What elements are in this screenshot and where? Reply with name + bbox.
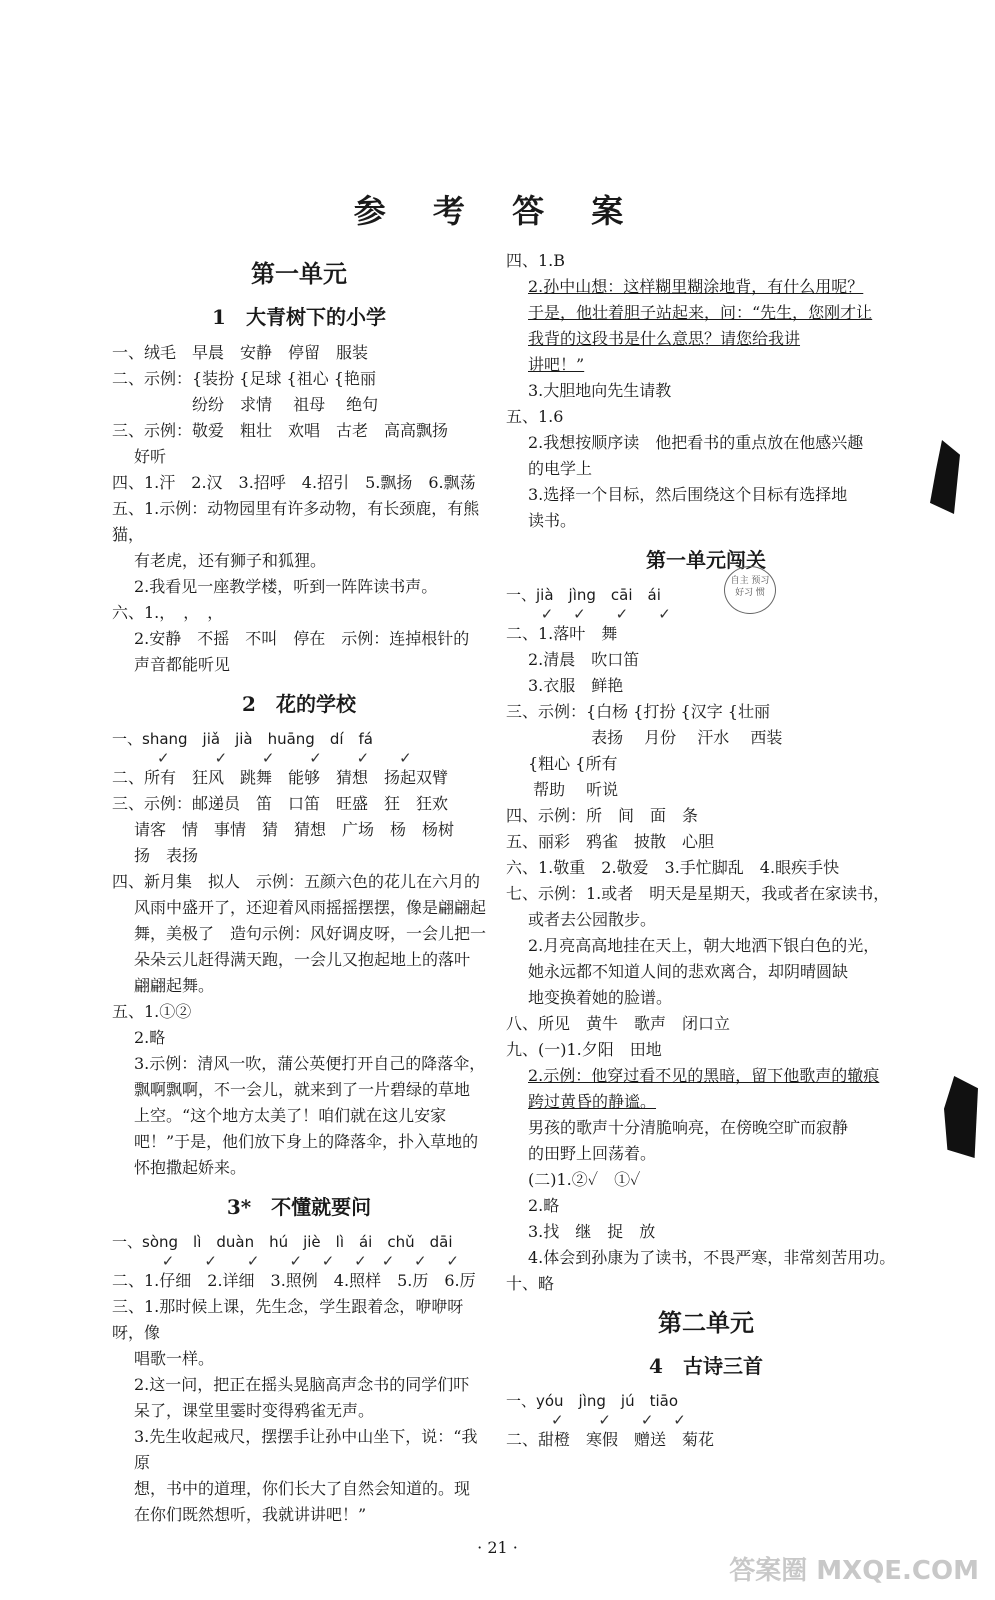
answer-line: 三、示例：邮递员 笛 口笛 旺盛 狂 狂欢 — [112, 794, 449, 813]
page-title: 参 考 答 案 — [353, 192, 642, 230]
answer-line: 五、1.6 — [506, 407, 564, 426]
answer-line: 想，书中的道理，你们长大了自然会知道的。现 — [134, 1479, 471, 1498]
answer-line: 4.体会到孙康为了读书，不畏严寒，非常刻苦用功。 — [528, 1248, 896, 1267]
answer-line: 男孩的歌声十分清脆响亮，在傍晚空旷而寂静 — [528, 1118, 849, 1137]
answer-line: 二、1.仔细 2.详细 3.照例 4.照样 5.历 6.厉 — [112, 1271, 476, 1290]
unit-heading: 第一单元 — [251, 259, 347, 288]
answer-line: 五、1.示例：动物园里有许多动物，有长颈鹿，有熊猫， — [112, 499, 480, 544]
answer-line: 二、所有 狂风 跳舞 能够 猜想 扬起双臂 — [112, 768, 449, 787]
answer-line: 帮助 听说 — [528, 780, 619, 799]
answer-line: 2.我看见一座教学楼，听到一阵阵读书声。 — [134, 577, 438, 596]
answer-line: 的电学上 — [528, 459, 593, 478]
answer-line: 三、示例：{白杨 {打扮 {汉字 {壮丽 — [506, 702, 770, 721]
answer-line: 我背的这段书是什么意思？请您给我讲 — [528, 329, 801, 348]
answer-line: 六、1.敬重 2.敬爱 3.手忙脚乱 4.眼疾手快 — [506, 858, 840, 877]
ink-blot-icon — [944, 1076, 978, 1158]
answer-line: 3.先生收起戒尺，摆摆手让孙中山坐下，说：“我原 — [134, 1427, 478, 1472]
answer-line: 九、(一)1.夕阳 田地 — [506, 1040, 662, 1059]
answer-line: 唱歌一样。 — [134, 1349, 215, 1368]
answer-line: 呆了，课堂里霎时变得鸦雀无声。 — [134, 1401, 375, 1420]
answer-line: {粗心 {所有 — [528, 754, 618, 773]
answer-line: 四、示例：所 间 面 条 — [506, 806, 699, 825]
lesson-heading: 1 大青树下的小学 — [212, 305, 386, 329]
answer-line: 2.我想按顺序读 他把看书的重点放在他感兴趣 — [528, 433, 864, 452]
pinyin-row: 一、sòng lì duàn hú jiè lì ái chǔ dāi — [112, 1233, 453, 1251]
pinyin-row: 一、jià jìng cāi ái — [506, 586, 661, 604]
answer-line: 二、甜橙 寒假 赠送 菊花 — [506, 1430, 715, 1449]
answer-line: 纷纷 求情 祖母 绝句 — [112, 395, 379, 414]
answer-line: 2.略 — [528, 1196, 560, 1215]
lesson-heading: 3* 不懂就要问 — [226, 1195, 372, 1219]
ink-blot-icon — [930, 440, 960, 514]
answer-line: 十、略 — [506, 1274, 555, 1293]
answer-line: (二)1.②✓ ①✓ — [528, 1170, 641, 1189]
lesson-heading: 2 花的学校 — [242, 692, 356, 716]
answer-line: 风雨中盛开了，还迎着风雨摇摇摆摆，像是翩翩起 — [134, 898, 487, 917]
answer-line: 四、1.B — [506, 251, 566, 270]
answer-line: 3.找 继 捉 放 — [528, 1222, 656, 1241]
checkmark-row: ✓ ✓ ✓ ✓ — [506, 605, 671, 623]
answer-line: 地变换着她的脸谱。 — [528, 988, 673, 1007]
page-number: · 21 · — [477, 1538, 518, 1557]
answer-line: 表扬 月份 汗水 西装 — [506, 728, 783, 747]
answer-line: 3.选择一个目标，然后围绕这个目标有选择地 — [528, 485, 848, 504]
answer-line: 请客 情 事情 猜 猜想 广场 杨 杨树 — [134, 820, 455, 839]
checkmark-row: ✓ ✓ ✓ ✓ ✓ ✓ — [112, 749, 412, 767]
answer-line: 2.安静 不摇 不叫 停在 示例：连掉根针的 — [134, 629, 470, 648]
answer-line: 八、所见 黄牛 歌声 闭口立 — [506, 1014, 731, 1033]
answer-line: 飘啊飘啊，不一会儿，就来到了一片碧绿的草地 — [134, 1080, 471, 1099]
answer-line: 四、新月集 拟人 示例：五颜六色的花儿在六月的 — [112, 872, 481, 891]
answer-line: 2.孙中山想：这样糊里糊涂地背，有什么用呢？ — [528, 277, 864, 296]
answer-line: 她永远都不知道人间的悲欢离合，却阴晴圆缺 — [528, 962, 849, 981]
answer-line: 讲吧！” — [528, 355, 585, 374]
answer-line: 怀抱撒起娇来。 — [134, 1158, 247, 1177]
right-column — [506, 248, 906, 1453]
pinyin-row: 一、yóu jìng jú tiāo — [506, 1392, 679, 1410]
answer-line: 跨过黄昏的静谧。 — [528, 1092, 657, 1111]
answer-line: 五、1.①② — [112, 1002, 192, 1021]
stamp-icon: 自主 预习 好习 惯 — [724, 566, 776, 614]
watermark-logo: 答案圈 MXQE.COM — [729, 1556, 979, 1586]
answer-line: 2.示例：他穿过看不见的黑暗，留下他歌声的辙痕 — [528, 1066, 880, 1085]
answer-line: 于是，他壮着胆子站起来，问：“先生，您刚才让 — [528, 303, 873, 322]
answer-line: 3.衣服 鲜艳 — [528, 676, 624, 695]
answer-line: 或者去公园散步。 — [528, 910, 657, 929]
answer-line: 吧！”于是，他们放下身上的降落伞，扑入草地的 — [134, 1132, 479, 1151]
answer-line: 翩翩起舞。 — [134, 976, 215, 995]
lesson-heading: 第一单元闯关 — [646, 548, 766, 572]
answer-line: 的田野上回荡着。 — [528, 1144, 657, 1163]
answer-line: 扬 表扬 — [134, 846, 199, 865]
checkmark-row: ✓ ✓ ✓ ✓ ✓ ✓ ✓ ✓ ✓ — [112, 1252, 459, 1270]
answer-line: 2.这一问，把正在摇头晃脑高声念书的同学们吓 — [134, 1375, 470, 1394]
answer-line: 舞，美极了 造句示例：风好调皮呀，一会儿把一 — [134, 924, 487, 943]
answer-line: 朵朵云儿赶得满天跑，一会儿又抱起地上的落叶 — [134, 950, 471, 969]
answer-line: 读书。 — [528, 511, 577, 530]
answer-line: 声音都能听见 — [134, 655, 231, 674]
answer-line: 七、示例：1.或者 明天是星期天，我或者在家读书， — [506, 884, 890, 903]
answer-line: 四、1.汗 2.汉 3.招呼 4.招引 5.飘扬 6.飘荡 — [112, 473, 476, 492]
answer-line: 2.月亮高高地挂在天上，朝大地洒下银白色的光， — [528, 936, 880, 955]
answer-line: 六、1.， ， ， — [112, 603, 224, 622]
lesson-heading: 4 古诗三首 — [649, 1354, 763, 1378]
answer-line: 二、示例：{装扮 {足球 {祖心 {艳丽 — [112, 369, 376, 388]
answer-line: 五、丽彩 鸦雀 披散 心胆 — [506, 832, 715, 851]
answer-line: 好听 — [134, 447, 167, 466]
left-column — [112, 248, 486, 1528]
answer-line: 一、绒毛 早晨 安静 停留 服装 — [112, 343, 369, 362]
answer-line: 二、1.落叶 舞 — [506, 624, 618, 643]
answer-line: 2.略 — [134, 1028, 166, 1047]
answer-line: 三、示例：敬爱 粗壮 欢唱 古老 高高飘扬 — [112, 421, 449, 440]
answer-line: 3.示例：清风一吹，蒲公英便打开自己的降落伞， — [134, 1054, 486, 1073]
answer-line: 上空。“这个地方太美了！咱们就在这儿安家 — [134, 1106, 447, 1125]
answer-line: 2.清晨 吹口笛 — [528, 650, 640, 669]
answer-line: 三、1.那时候上课，先生念，学生跟着念，咿咿呀呀，像 — [112, 1297, 464, 1342]
pinyin-row: 一、shang jiǎ jià huāng dí fá — [112, 730, 373, 748]
answer-line: 在你们既然想听，我就讲讲吧！” — [134, 1505, 367, 1524]
unit-heading: 第二单元 — [658, 1308, 754, 1337]
checkmark-row: ✓ ✓ ✓ ✓ — [506, 1411, 686, 1429]
answer-line: 有老虎，还有狮子和狐狸。 — [134, 551, 327, 570]
answer-line: 3.大胆地向先生请教 — [528, 381, 672, 400]
